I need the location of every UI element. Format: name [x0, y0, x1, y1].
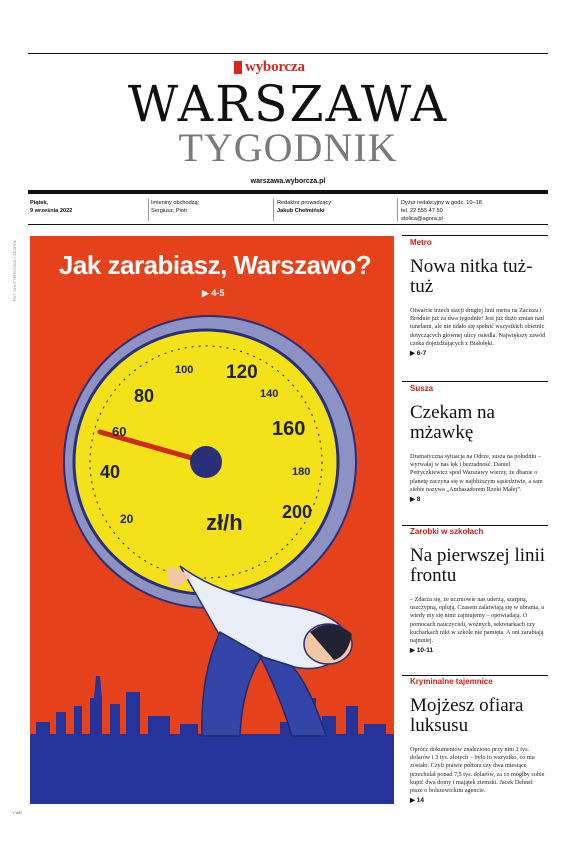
story-kryminalne[interactable]	[410, 677, 546, 804]
story-kicker: Zarobki w szkołach	[410, 527, 484, 536]
gauge-tick-160: 160	[272, 418, 306, 440]
editor-name: Jakub Chełmiński	[277, 208, 325, 214]
story-page-ref[interactable]: ▶ 14	[410, 797, 425, 805]
gauge-tick-140: 140	[260, 388, 279, 400]
gauge-unit: zł/h	[206, 510, 243, 535]
nameday-names: Sergiusz, Piotr	[151, 208, 188, 214]
cover-headline[interactable]: Jak zarabiasz, Warszawo?	[58, 250, 372, 280]
story-page-ref[interactable]: ▶ 8	[410, 496, 421, 504]
cover-page-ref[interactable]: ▶ 4-5	[202, 288, 225, 298]
duty-phone: tel. 22 555 47 50	[401, 208, 443, 214]
brand-square-icon	[234, 61, 242, 74]
photo-credit: FOT. SHUTTERSTOCK / ZESPÓŁ	[12, 240, 17, 302]
date-day: Piątek,	[30, 200, 49, 206]
duty-email[interactable]: stolica@agora.pl	[401, 216, 443, 222]
gauge-tick-100: 100	[175, 364, 194, 376]
story-body: Otwarcie trzech stacji drugiej linii metra na Zaciszu i Bródnie już za dwa tygodnie! Jest już dużo zmian nad tunelami, ale nie udało się spełnić wszystkich obietnic dotyczących głównej ulicy osiedla. Największy zawód czeka dojeżdżających z Białołęki.	[410, 307, 546, 347]
story-headline[interactable]: Mojżesz ofiara luksusu	[410, 695, 524, 736]
masthead-thick-rule	[28, 190, 548, 194]
story-kicker: Susza	[410, 384, 434, 393]
page-footnote: 1 WR	[12, 810, 22, 815]
editor-label: Redaktor prowadzący:	[277, 200, 333, 206]
info-bottom-rule	[28, 224, 548, 225]
story-page-ref[interactable]: ▶ 6-7	[410, 350, 427, 358]
story-kicker: Metro	[410, 238, 432, 247]
editor-block	[277, 199, 333, 215]
top-rule	[28, 53, 548, 54]
info-divider	[397, 199, 398, 221]
story-body: Oprócz dokumentów znaleziono przy nim 2 tys. dolarów i 3 tys. złotych – było to wszystko, co mu zostało. Czyli prawie półtora czy dwa miesiące przechulał ponad 7,5 tys. dolarów, za co mógłby sobie kupić dwa domy i majątek ziemski. Jacek Dehnel pisze o bolszewickim agencie.	[410, 746, 545, 795]
sidebar-rule	[402, 235, 548, 236]
brand-logo[interactable]	[234, 59, 305, 76]
duty-block	[401, 199, 482, 223]
info-divider	[273, 199, 274, 221]
site-url[interactable]: warszawa.wyborcza.pl	[250, 178, 326, 185]
gauge-tick-40: 40	[100, 462, 121, 482]
story-headline[interactable]: Nowa nitka tuż-tuż	[410, 256, 533, 297]
story-page-ref[interactable]: ▶ 10-11	[410, 647, 434, 655]
story-metro[interactable]	[410, 238, 546, 357]
story-headline[interactable]: Czekam na mżawkę	[410, 402, 495, 443]
gauge-tick-180: 180	[292, 466, 311, 478]
info-divider	[148, 199, 149, 221]
duty-hours: Dyżur redakcyjny w godz. 10–18	[401, 200, 482, 206]
story-susza[interactable]	[410, 384, 546, 503]
masthead-subtitle: TYGODNIK	[178, 125, 398, 170]
masthead-title: WARSZAWA	[127, 75, 449, 133]
gauge-tick-20: 20	[120, 512, 134, 526]
brand-name: wyborcza	[245, 59, 305, 75]
sidebar-rule	[402, 525, 548, 526]
gauge-tick-80: 80	[134, 386, 155, 406]
story-body: Dramatyczna sytuacja na Odrze, susza na południu – wyrwałaj w nas lęk i bezradność. Daniel Petryczkiewicz spod Warszawy wierzy, że dbanie o planetę zaczyna się w najbliższym sąsiedztwie, a sam siebie nazywa „Ambasadorem Rzeki Małej”.	[410, 453, 543, 493]
sidebar-rule	[402, 381, 548, 382]
gauge-tick-60: 60	[112, 424, 127, 439]
gauge-tick-120: 120	[226, 362, 258, 383]
date-block	[30, 199, 72, 215]
story-kicker: Kryminalne tajemnice	[410, 677, 493, 686]
date-text: 9 września 2022	[30, 208, 73, 214]
cover-illustration[interactable]	[30, 236, 394, 804]
story-headline[interactable]: Na pierwszej linii frontu	[410, 545, 546, 586]
gauge-tick-200: 200	[282, 502, 313, 522]
story-zarobki[interactable]	[410, 527, 546, 654]
sidebar-rule	[402, 675, 548, 676]
nameday-block	[151, 199, 199, 215]
story-body: – Zdarza się, że uczniowie nas uderzą, szarpną, uszczypną, oplują. Czasem zalatwiają się w ubrania, a wtedy my się nimi zajmujemy – opowiadają. O pomocach nauczycieli, woźnych, sekretarkach czy kucharkach nikt w szkole nie pamięta. A oni zarabiają najmniej.	[410, 596, 545, 645]
nameday-label: Imieniny obchodzą:	[151, 200, 200, 206]
